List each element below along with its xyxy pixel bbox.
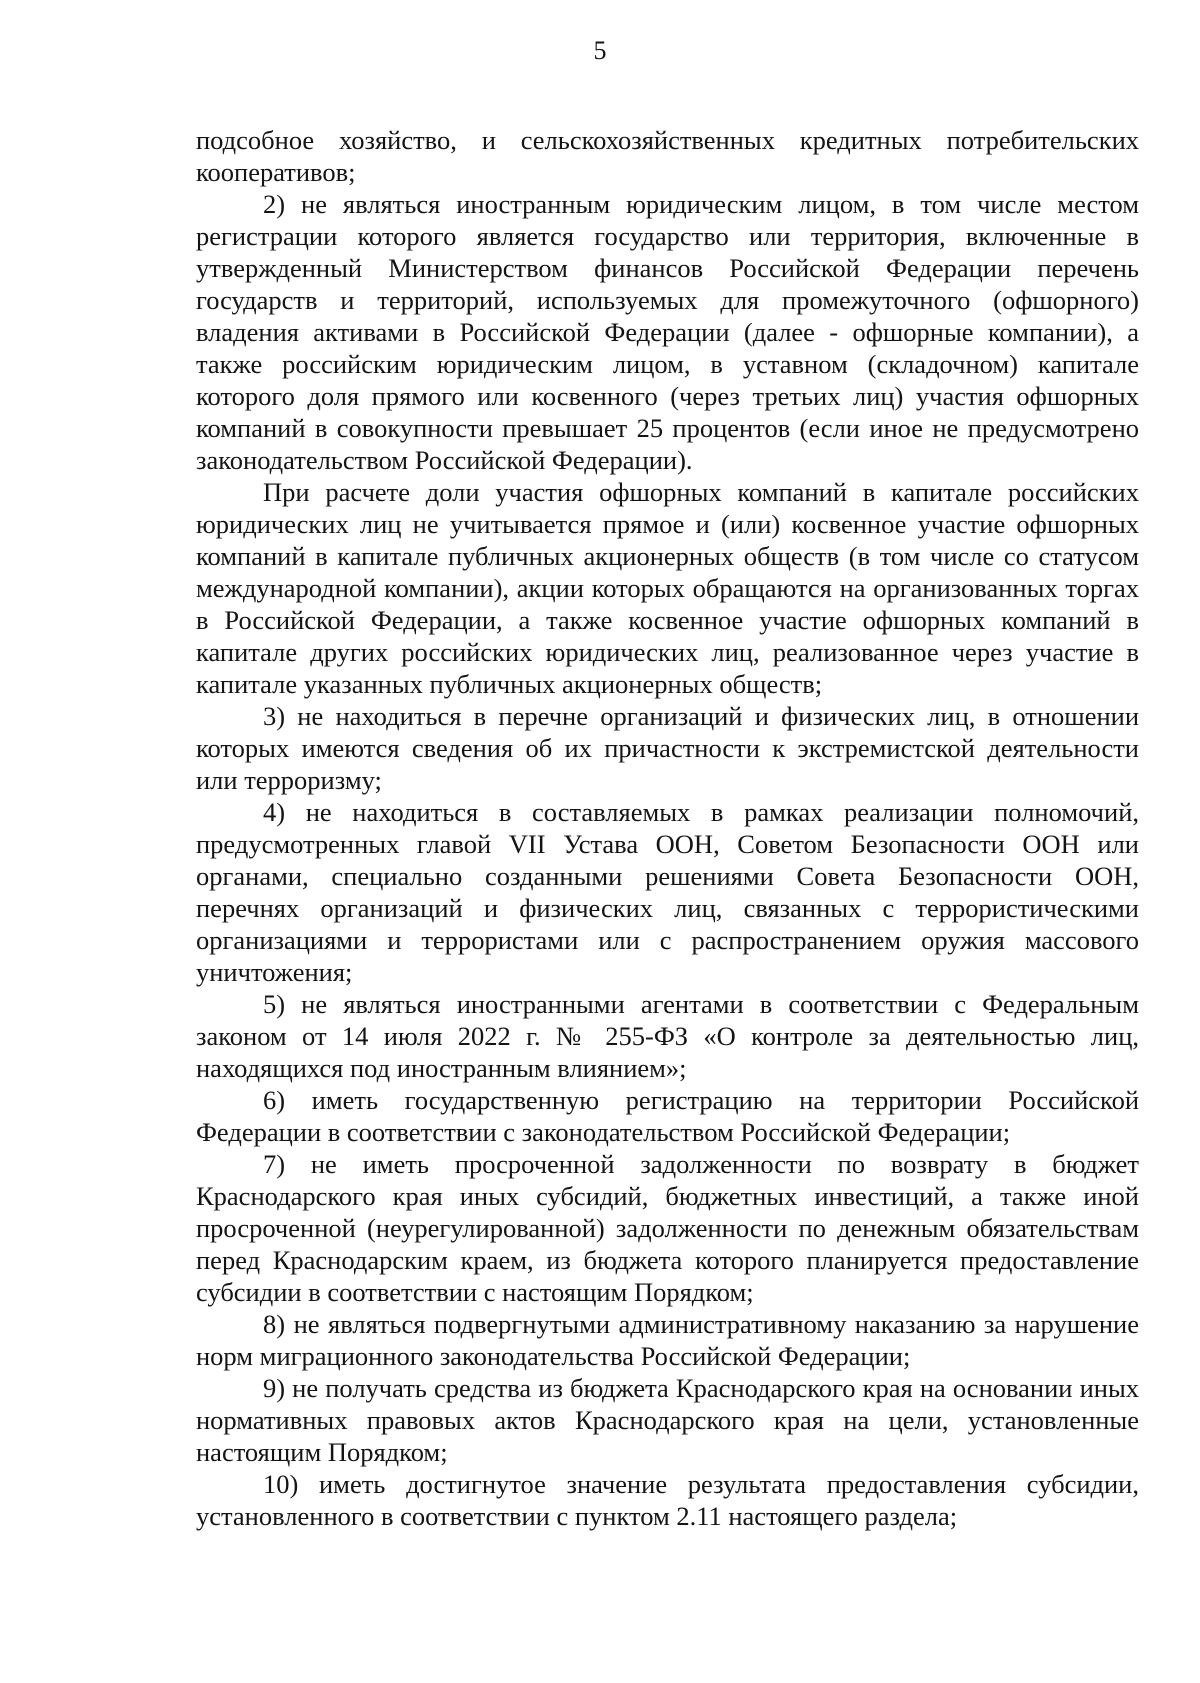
paragraph-item-7: 7) не иметь просроченной задолженности по возврату в бюджет Краснодарского края иных субсидий, бюджетных инвестиций, а также иной просроченной (неурегулированной) задолженности по денежным обязательствам перед Краснодарским краем, из бюджета которого планируется предоставление субсидии в соответствии с настоящим Порядком; <box>196 1149 1139 1307</box>
paragraph-item-8: 8) не являться подвергнутыми административному наказанию за нарушение норм миграционного законодательства Российской Федерации; <box>196 1309 1139 1371</box>
paragraph-continuation: подсобное хозяйство, и сельскохозяйственных кредитных потребительских кооперативов; <box>196 125 1139 187</box>
paragraph-item-10: 10) иметь достигнутое значение результата предоставления субсидии, установленного в соответствии с пунктом 2.11 настоящего раздела; <box>196 1469 1139 1531</box>
paragraph-offshore-share-calculation: При расчете доли участия офшорных компаний в капитале российских юридических лиц не учитывается прямое и (или) косвенное участие офшорных компаний в капитале публичных акционерных обществ (в том числе со статусом международной компании), акции которых обращаются на организованных торгах в Российской Федерации, а также косвенное участие офшорных компаний в капитале других российских юридических лиц, реализованное через участие в капитале указанных публичных акционерных обществ; <box>196 477 1139 699</box>
page-number: 5 <box>593 36 607 65</box>
paragraph-item-3: 3) не находиться в перечне организаций и физических лиц, в отношении которых имеются сведения об их причастности к экстремистской деятельности или терроризму; <box>196 701 1139 795</box>
paragraph-item-4: 4) не находиться в составляемых в рамках реализации полномочий, предусмотренных главой VII Устава ООН, Советом Безопасности ООН или органами, специально созданными решениями Совета Безопасности ООН, перечнях организаций и физических лиц, связанных с террористическими организациями и террористами или с распространением оружия массового уничтожения; <box>196 797 1139 987</box>
paragraph-item-6: 6) иметь государственную регистрацию на территории Российской Федерации в соответствии с законодательством Российской Федерации; <box>196 1085 1139 1147</box>
paragraph-item-2: 2) не являться иностранным юридическим лицом, в том числе местом регистрации которого является государство или территория, включенные в утвержденный Министерством финансов Российской Федерации перечень государств и территорий, используемых для промежуточного (офшорного) владения активами в Российской Федерации (далее - офшорные компании), а также российским юридическим лицом, в уставном (складочном) капитале которого доля прямого или косвенного (через третьих лиц) участия офшорных компаний в совокупности превышает 25 процентов (если иное не предусмотрено законодательством Российской Федерации). <box>196 189 1139 475</box>
document-body <box>196 124 1139 1532</box>
paragraph-item-9: 9) не получать средства из бюджета Краснодарского края на основании иных нормативных правовых актов Краснодарского края на цели, установленные настоящим Порядком; <box>196 1373 1139 1467</box>
paragraph-item-5: 5) не являться иностранными агентами в соответствии с Федеральным законом от 14 июля 2022 г. № 255-ФЗ «О контроле за деятельностью лиц, находящихся под иностранным влиянием»; <box>196 989 1139 1083</box>
